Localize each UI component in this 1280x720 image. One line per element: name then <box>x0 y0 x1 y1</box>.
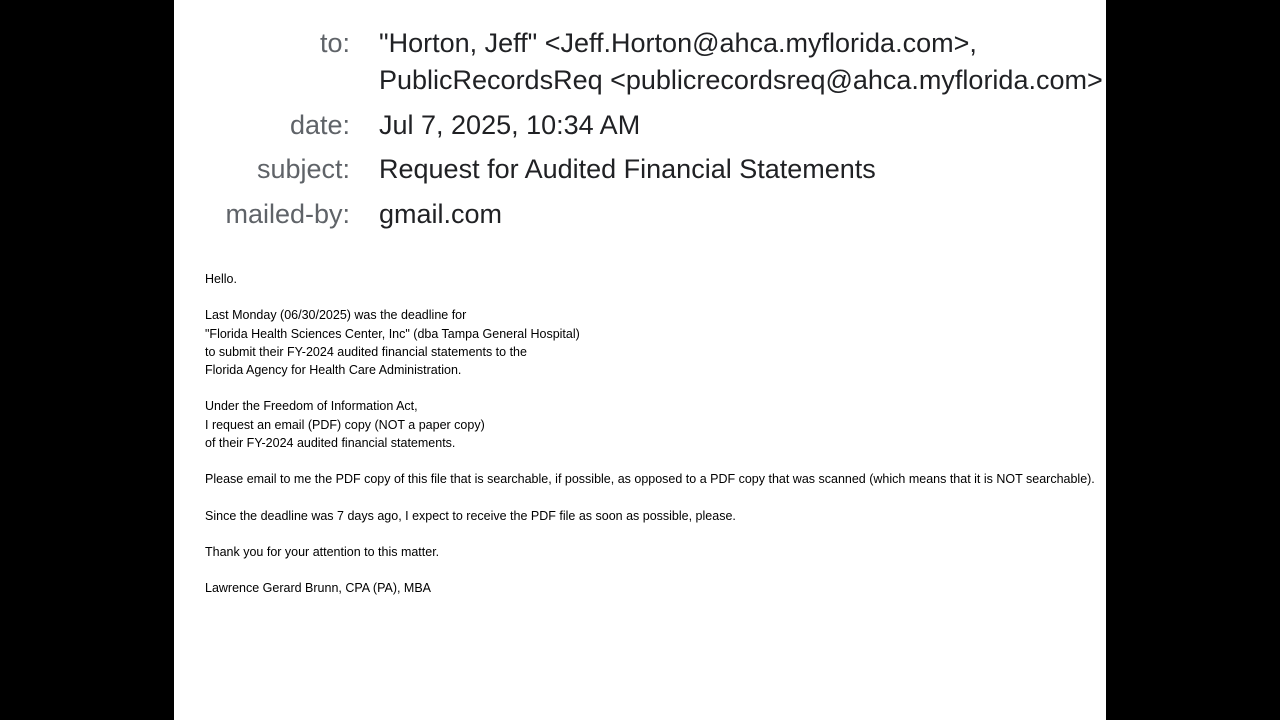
subject-label: subject: <box>256 154 350 184</box>
body-line: "Florida Health Sciences Center, Inc" (dba Tampa General Hospital) <box>205 326 580 341</box>
body-line: Florida Agency for Health Care Administration. <box>205 363 462 377</box>
greeting-text: Hello. <box>205 272 237 286</box>
email-body <box>205 270 1100 616</box>
mailed-by-value: gmail.com <box>379 199 503 229</box>
body-line: Under the Freedom of Information Act, <box>205 399 418 414</box>
body-line: I request an email (PDF) copy (NOT a paper copy) <box>205 417 485 432</box>
to-recipient-1[interactable]: "Horton, Jeff" <Jeff.Horton@ahca.myflorida.com>, <box>379 28 977 58</box>
body-line: Please email to me the PDF copy of this file that is searchable, if possible, as opposed to a PDF copy that was scanned (which means that it is NOT searchable). <box>205 472 1095 487</box>
to-recipient-2[interactable]: PublicRecordsReq <publicrecordsreq@ahca.myflorida.com> <box>379 65 1103 95</box>
body-line: Thank you for your attention to this matter. <box>205 544 440 559</box>
signature <box>205 579 1100 597</box>
subject-value: Request for Audited Financial Statements <box>379 154 876 184</box>
paragraph-urgency <box>205 507 1100 525</box>
body-line: Since the deadline was 7 days ago, I expect to receive the PDF file as soon as possible, please. <box>205 508 736 523</box>
body-line: to submit their FY-2024 audited financial statements to the <box>205 344 527 359</box>
greeting <box>205 270 1100 288</box>
paragraph-request <box>205 397 1100 452</box>
body-line: of their FY-2024 audited financial statements. <box>205 435 456 450</box>
paragraph-searchable <box>205 470 1100 488</box>
paragraph-thanks <box>205 543 1100 561</box>
date-label: date: <box>289 110 350 140</box>
paragraph-deadline <box>205 306 1100 379</box>
to-label: to: <box>319 28 350 58</box>
email-page <box>174 0 1106 720</box>
date-value: Jul 7, 2025, 10:34 AM <box>379 110 641 140</box>
signature-text: Lawrence Gerard Brunn, CPA (PA), MBA <box>205 581 432 596</box>
mailed-by-label: mailed-by: <box>225 199 350 229</box>
body-line: Last Monday (06/30/2025) was the deadline for <box>205 308 467 323</box>
